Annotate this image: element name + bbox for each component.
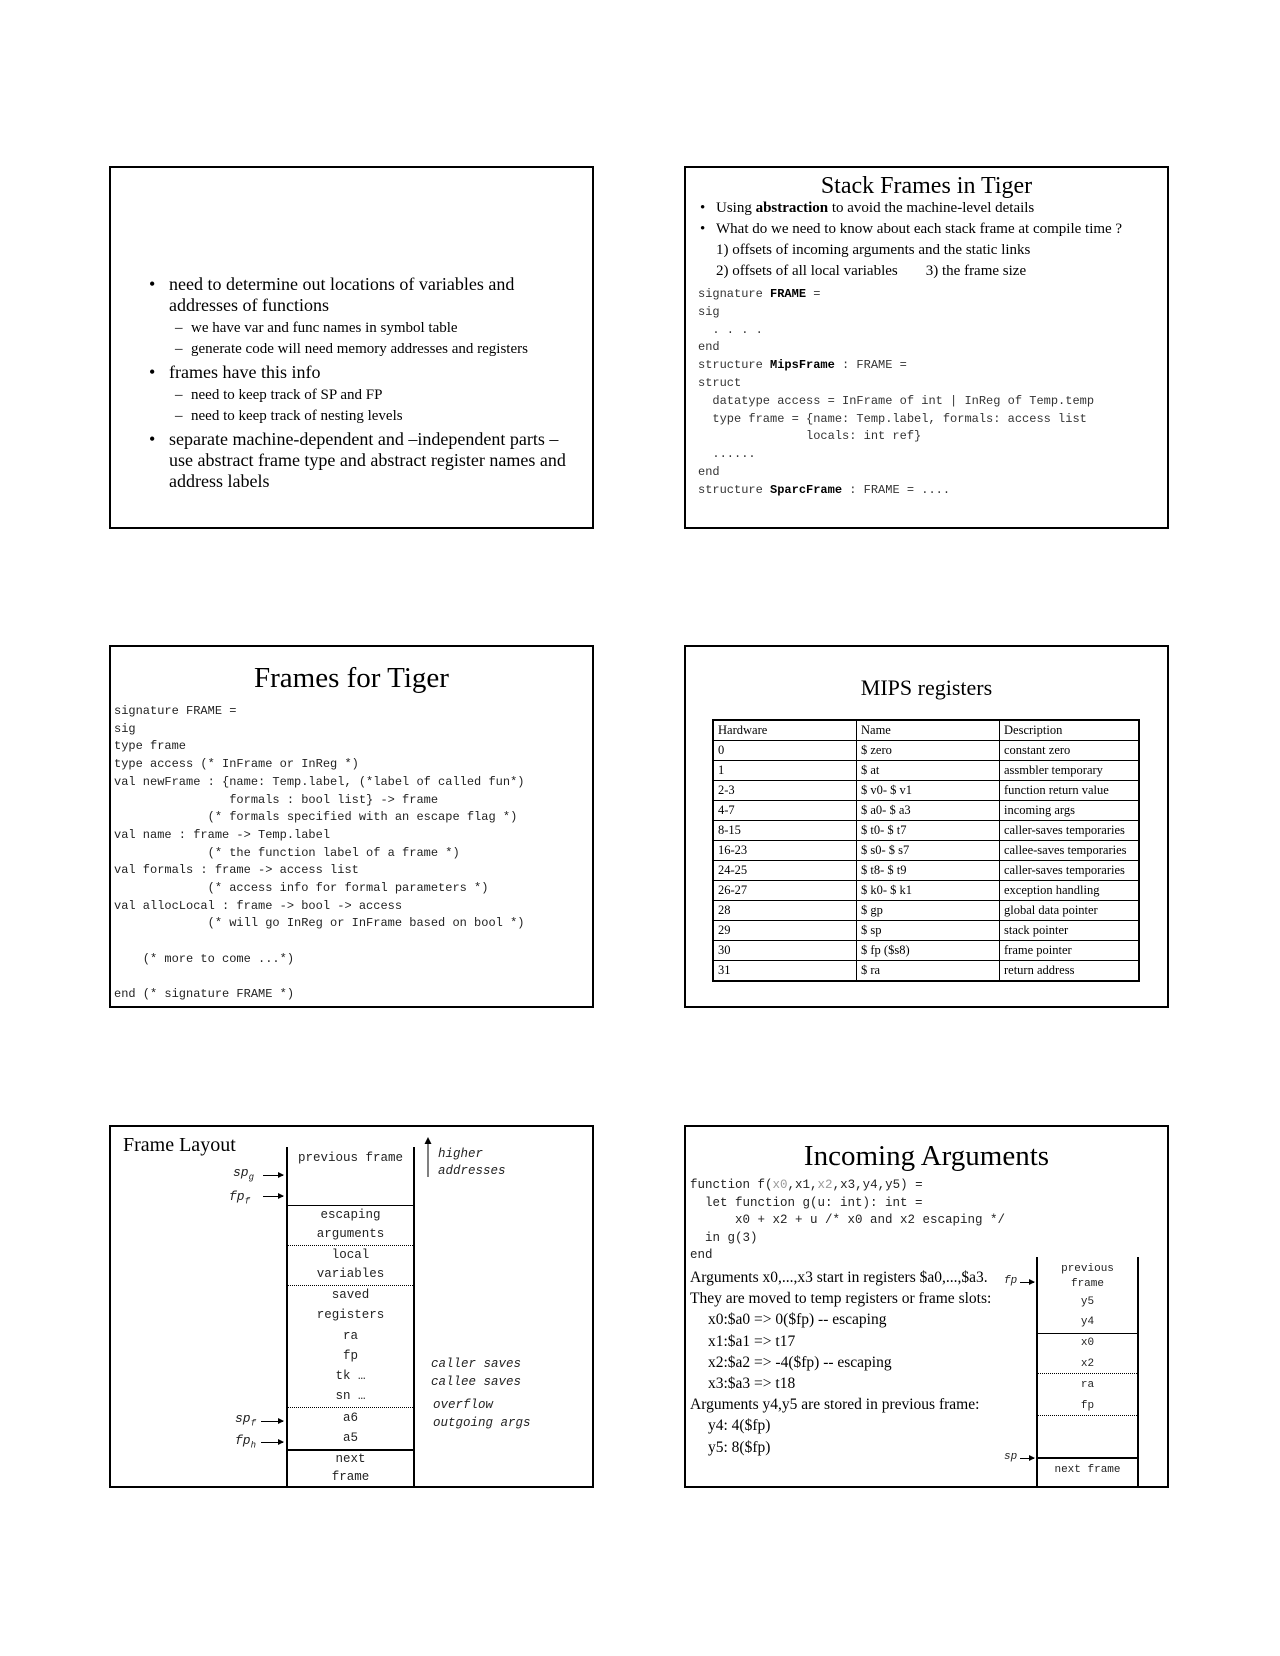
slide-4 bbox=[684, 645, 1169, 1008]
table-cell: incoming args bbox=[1000, 801, 1140, 821]
stack-cell: arguments bbox=[316, 1227, 385, 1241]
stack-cell: saved bbox=[331, 1288, 370, 1302]
table-cell: 24-25 bbox=[713, 861, 857, 881]
text-line: x1:$a1 => t17 bbox=[708, 1332, 796, 1350]
sub-bullet: – generate code will need memory addresses and registers bbox=[169, 339, 579, 360]
code-line: end bbox=[698, 340, 720, 355]
sub-bullet: – need to keep track of nesting levels bbox=[169, 406, 579, 427]
code-line: structure MipsFrame : FRAME = bbox=[698, 358, 907, 373]
table-row bbox=[713, 761, 1139, 781]
higher-label: higher bbox=[438, 1147, 484, 1161]
code-line: locals: int ref} bbox=[698, 429, 922, 444]
code-line: end bbox=[698, 464, 720, 479]
table-cell: frame pointer bbox=[1000, 941, 1140, 961]
text-line: They are moved to temp registers or frame slots: bbox=[690, 1290, 992, 1308]
stack-cell: local bbox=[331, 1248, 370, 1262]
table-cell: $ zero bbox=[857, 741, 1000, 761]
sp-label: sp bbox=[1004, 1451, 1018, 1463]
table-row bbox=[713, 961, 1139, 982]
table-cell: $ v0- $ v1 bbox=[857, 781, 1000, 801]
stack-cell: frame bbox=[331, 1470, 370, 1484]
text-line: Arguments y4,y5 are stored in previous frame: bbox=[690, 1396, 980, 1414]
pointer-arrow-icon bbox=[1020, 1282, 1034, 1283]
sub-bullet: – we have var and func names in symbol table bbox=[169, 318, 579, 339]
table-cell: 2-3 bbox=[713, 781, 857, 801]
code-line: struct bbox=[698, 375, 742, 390]
stack-cell: sn … bbox=[335, 1389, 366, 1403]
stack-cell: frame bbox=[1070, 1278, 1104, 1290]
stack-cell: registers bbox=[316, 1308, 385, 1322]
text-line: Arguments x0,...,x3 start in registers $a0,...,$a3. bbox=[690, 1269, 988, 1286]
pointer-arrow-icon bbox=[1020, 1458, 1034, 1459]
stack-cell: next frame bbox=[1054, 1464, 1121, 1476]
code-line: sig bbox=[698, 304, 720, 319]
table-cell: exception handling bbox=[1000, 881, 1140, 901]
table-cell: 30 bbox=[713, 941, 857, 961]
table-cell: stack pointer bbox=[1000, 921, 1140, 941]
table-cell: 8-15 bbox=[713, 821, 857, 841]
table-cell: 29 bbox=[713, 921, 857, 941]
slide-title: Frame Layout bbox=[123, 1134, 236, 1156]
table-header-row bbox=[713, 720, 1139, 741]
bullet-item: • What do we need to know about each stack frame at compile time ? bbox=[688, 219, 1167, 240]
overflow-label: overflow bbox=[433, 1398, 494, 1412]
slide-1 bbox=[109, 166, 594, 529]
stack-cell: ra bbox=[1080, 1379, 1095, 1391]
table-row bbox=[713, 841, 1139, 861]
table-header: Hardware bbox=[713, 720, 857, 741]
table-row bbox=[713, 921, 1139, 941]
slide-title: Incoming Arguments bbox=[803, 1140, 1050, 1172]
table-cell: $ t0- $ t7 bbox=[857, 821, 1000, 841]
stack-cell: y4 bbox=[1080, 1316, 1095, 1328]
code-line: datatype access = InFrame of int | InReg of Temp.temp bbox=[698, 393, 1095, 408]
code-block: signature FRAME = sig type frame type access (* InFrame or InReg *) val newFrame : {name: Temp.label, (*label of called fun*) formals : bool list} -> frame (* formals specified with an escape flag *) val name : frame -> Temp.label (* the function label of a frame *) val formals : frame -> access list (* access info for formal parameters *) val allocLocal : frame -> bool -> access (* will go InReg or InFrame based on bool *) (* more to come ...*) end (* signature FRAME *) bbox=[114, 704, 525, 1002]
code-line: ...... bbox=[698, 447, 756, 462]
pointer-arrow-icon bbox=[261, 1442, 283, 1443]
table-cell: $ sp bbox=[857, 921, 1000, 941]
fp-f-label: $fp_f$ bbox=[229, 1189, 251, 1207]
stack-cell: escaping bbox=[320, 1208, 381, 1222]
bullet-text: separate machine-dependent and –independent parts – use abstract frame type and abstract register names and address labels bbox=[169, 429, 566, 491]
explanation-text bbox=[690, 1267, 1030, 1458]
registers-table bbox=[712, 719, 1140, 982]
table-cell: constant zero bbox=[1000, 741, 1140, 761]
fp-h-label: $fp_h$ bbox=[235, 1433, 257, 1451]
pointer-arrow-icon bbox=[261, 1421, 283, 1422]
code-line: . . . . bbox=[698, 322, 763, 337]
code-block: function f(x0,x1,x2,x3,y4,y5) = let function g(u: int): int = x0 + x2 + u /* x0 and x2 escaping */ in g(3) end bbox=[690, 1178, 1006, 1263]
table-row bbox=[713, 781, 1139, 801]
table-row bbox=[713, 941, 1139, 961]
bullet-list bbox=[149, 274, 579, 492]
table-row bbox=[713, 741, 1139, 761]
table-header: Description bbox=[1000, 720, 1140, 741]
slide-title: Stack Frames in Tiger bbox=[820, 173, 1033, 199]
caller-saves-label: caller saves bbox=[431, 1357, 522, 1371]
bullet-text: frames have this info bbox=[169, 362, 321, 382]
code-line: structure SparcFrame : FRAME = .... bbox=[698, 482, 951, 497]
slide-2 bbox=[684, 166, 1169, 529]
stack-cell: a5 bbox=[342, 1431, 358, 1445]
table-cell: 28 bbox=[713, 901, 857, 921]
table-cell: $ ra bbox=[857, 961, 1000, 982]
bullet-item bbox=[149, 429, 579, 492]
table-cell: 1 bbox=[713, 761, 857, 781]
code-block bbox=[698, 286, 1167, 500]
table-row bbox=[713, 821, 1139, 841]
table-row bbox=[713, 801, 1139, 821]
table-cell: $ a0- $ a3 bbox=[857, 801, 1000, 821]
table-cell: assmbler temporary bbox=[1000, 761, 1140, 781]
table-header: Name bbox=[857, 720, 1000, 741]
stack-cell: variables bbox=[316, 1267, 385, 1281]
table-cell: 0 bbox=[713, 741, 857, 761]
stack-cell: y5 bbox=[1080, 1296, 1095, 1308]
table-cell: $ t8- $ t9 bbox=[857, 861, 1000, 881]
sp-g-label: $sp_g$ bbox=[233, 1165, 255, 1183]
stack-cell: fp bbox=[1080, 1400, 1095, 1412]
up-arrow-icon bbox=[423, 1137, 433, 1177]
slide-title: MIPS registers bbox=[860, 675, 993, 700]
addresses-label: addresses bbox=[438, 1164, 506, 1178]
stack-cell: previous frame bbox=[297, 1151, 404, 1165]
slide-6 bbox=[684, 1125, 1169, 1488]
slide-5 bbox=[109, 1125, 594, 1488]
incoming-stack-diagram bbox=[1036, 1257, 1139, 1488]
table-cell: $ k0- $ k1 bbox=[857, 881, 1000, 901]
table-row bbox=[713, 861, 1139, 881]
text-line: y4: 4($fp) bbox=[708, 1417, 771, 1435]
text-line: x0:$a0 => 0($fp) -- escaping bbox=[708, 1311, 887, 1329]
table-cell: 31 bbox=[713, 961, 857, 982]
table-cell: $ gp bbox=[857, 901, 1000, 921]
table-row bbox=[713, 901, 1139, 921]
table-cell: 16-23 bbox=[713, 841, 857, 861]
text-line: x2:$a2 => -4($fp) -- escaping bbox=[708, 1353, 892, 1371]
table-cell: function return value bbox=[1000, 781, 1140, 801]
pointer-arrow-icon bbox=[263, 1175, 283, 1176]
pointer-arrow-icon bbox=[263, 1196, 283, 1197]
code-line: type frame = {name: Temp.label, formals: access list bbox=[698, 411, 1087, 426]
sub-bullet: – need to keep track of SP and FP bbox=[169, 385, 579, 406]
frame-stack-diagram bbox=[286, 1147, 415, 1488]
table-cell: return address bbox=[1000, 961, 1140, 982]
bullet-text: need to determine out locations of variables and addresses of functions bbox=[169, 274, 515, 315]
stack-cell: next bbox=[335, 1452, 366, 1466]
table-cell: $ at bbox=[857, 761, 1000, 781]
code-line: signature FRAME = bbox=[698, 287, 821, 301]
stack-cell: tk … bbox=[335, 1369, 366, 1383]
bullet-item: • Using abstraction to avoid the machine-level details bbox=[688, 198, 1167, 219]
table-cell: caller-saves temporaries bbox=[1000, 821, 1140, 841]
bullet-item bbox=[149, 274, 579, 360]
stack-cell: a6 bbox=[342, 1411, 358, 1425]
table-cell: global data pointer bbox=[1000, 901, 1140, 921]
table-cell: 26-27 bbox=[713, 881, 857, 901]
stack-cell: previous bbox=[1061, 1263, 1114, 1275]
table-cell: $ fp ($s8) bbox=[857, 941, 1000, 961]
stack-cell: fp bbox=[342, 1349, 358, 1363]
stack-cell: ra bbox=[342, 1329, 358, 1343]
bullet-item bbox=[149, 362, 579, 427]
table-row bbox=[713, 881, 1139, 901]
outgoing-args-label: outgoing args bbox=[433, 1416, 531, 1430]
slide-3 bbox=[109, 645, 594, 1008]
table-cell: callee-saves temporaries bbox=[1000, 841, 1140, 861]
callee-saves-label: callee saves bbox=[431, 1375, 522, 1389]
sub-item: 1) offsets of incoming arguments and the static links bbox=[716, 242, 1031, 258]
stack-cell: x2 bbox=[1080, 1358, 1095, 1370]
slide-title: Frames for Tiger bbox=[254, 662, 449, 694]
sub-item: 2) offsets of all local variables 3) the frame size bbox=[716, 263, 1027, 279]
table-cell: caller-saves temporaries bbox=[1000, 861, 1140, 881]
text-line: y5: 8($fp) bbox=[708, 1438, 771, 1456]
sp-f-label: $sp_f$ bbox=[235, 1411, 257, 1429]
table-cell: $ s0- $ s7 bbox=[857, 841, 1000, 861]
stack-cell: x0 bbox=[1080, 1337, 1095, 1349]
fp-label: fp bbox=[1004, 1275, 1018, 1287]
table-cell: 4-7 bbox=[713, 801, 857, 821]
text-line: x3:$a3 => t18 bbox=[708, 1375, 796, 1393]
